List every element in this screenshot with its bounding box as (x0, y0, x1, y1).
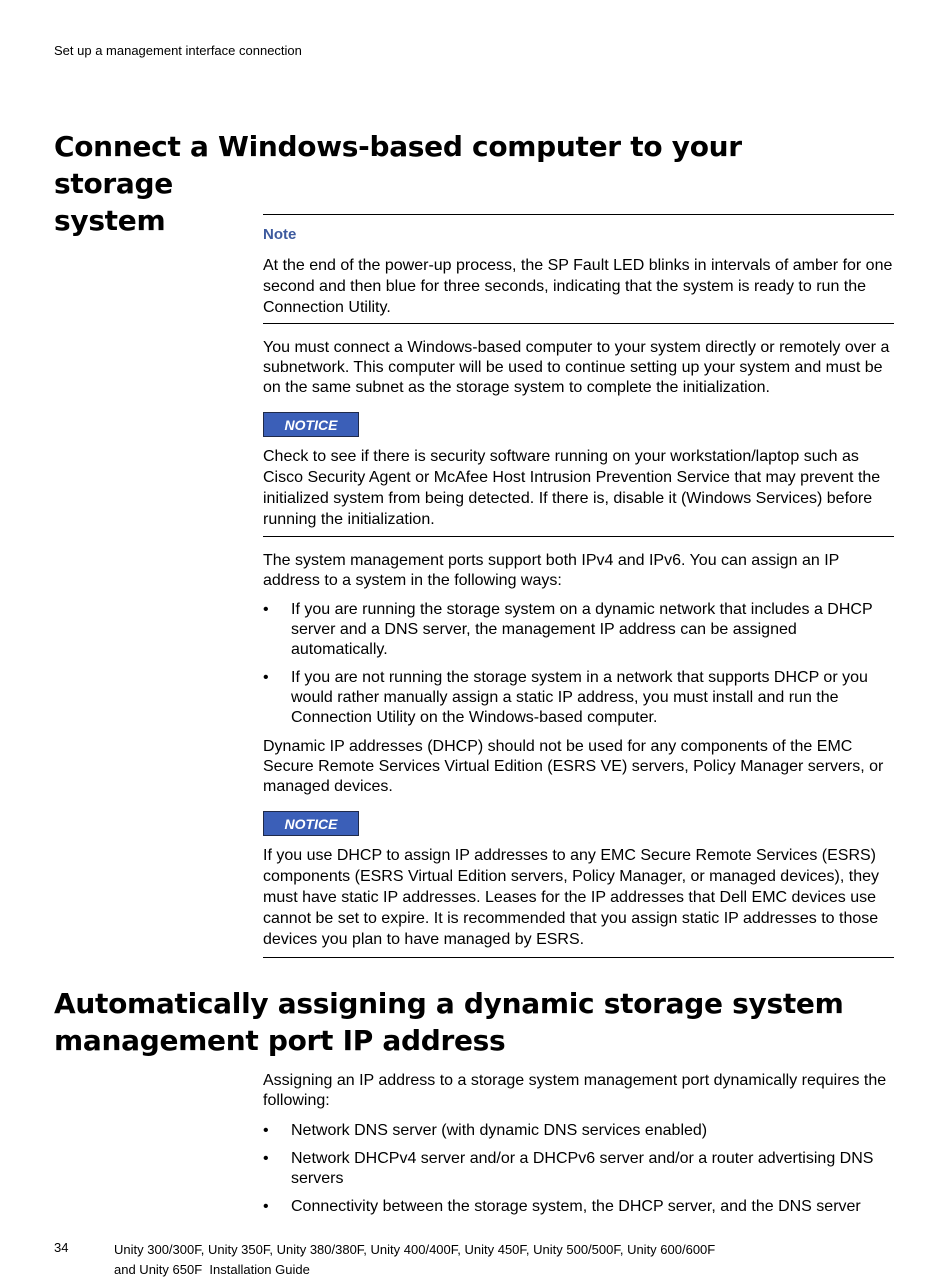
note-body (263, 255, 894, 318)
bullet-glyph: • (263, 1198, 269, 1215)
list-item-text: Network DNS server (with dynamic DNS services enabled) (291, 1122, 708, 1139)
section-heading-connect-windows (54, 128, 854, 239)
note-text: At the end of the power-up process, the SP Fault LED blinks in intervals of amber for one second and then blue for three seconds, indicating that the system is ready to run the Connection Utility. (263, 257, 893, 316)
notice-body (263, 845, 894, 950)
bullet-list (263, 1121, 894, 1217)
heading-line: system (54, 204, 166, 237)
footer-line: Unity 300/300F, Unity 350F, Unity 380/380F, Unity 400/400F, Unity 450F, Unity 500/500F, Unity 600/600F (114, 1242, 716, 1257)
list-item-text: If you are running the storage system on a dynamic network that includes a DHCP server and a DNS server, the management IP address can be assigned automatically. (291, 601, 873, 658)
notice-badge: NOTICE (263, 811, 359, 836)
paragraph (263, 1071, 894, 1111)
paragraph (263, 551, 894, 591)
list-item (263, 1149, 894, 1189)
notice-body (263, 446, 894, 530)
list-item (263, 1121, 894, 1141)
list-item-text: If you are not running the storage system in a network that supports DHCP or you would rather manually assign a static IP address, you must install and run the Connection Utility on the Windows-based computer. (291, 669, 868, 726)
list-item-text: Network DHCPv4 server and/or a DHCPv6 server and/or a router advertising DNS servers (291, 1150, 874, 1187)
notice-bottom-rule (263, 536, 894, 537)
note-label: Note (263, 226, 297, 243)
paragraph (263, 737, 894, 797)
heading-line: Connect a Windows-based computer to your storage (54, 130, 742, 200)
note-top-rule (263, 214, 894, 215)
page-number: 34 (54, 1240, 69, 1255)
paragraph-text: You must connect a Windows-based computer to your system directly or remotely over a subnetwork. This computer will be used to continue setting up your system and must be on the same subnet as the storage system to complete the initialization. (263, 339, 890, 396)
bullet-glyph: • (263, 1122, 269, 1139)
heading-line: Automatically assigning a dynamic storage system (54, 987, 844, 1020)
paragraph-text: Assigning an IP address to a storage system management port dynamically requires the following: (263, 1072, 887, 1109)
section-heading-auto-assign (54, 985, 854, 1059)
bullet-list (263, 600, 894, 728)
paragraph (263, 338, 894, 398)
bullet-glyph: • (263, 601, 269, 618)
heading-line: management port IP address (54, 1024, 506, 1057)
note-bottom-rule (263, 323, 894, 324)
paragraph-text: The system management ports support both IPv4 and IPv6. You can assign an IP address to a system in the following ways: (263, 552, 840, 589)
bullet-glyph: • (263, 1150, 269, 1167)
list-item (263, 1197, 894, 1217)
footer-line: and Unity 650F Installation Guide (114, 1262, 310, 1277)
notice-text: Check to see if there is security software running on your workstation/laptop such as Cisco Security Agent or McAfee Host Intrusion Prevention Service that may prevent the initialized system from being detected. If there is, disable it (Windows Services) before running the initialization. (263, 448, 881, 528)
list-item (263, 600, 894, 660)
paragraph-text: Dynamic IP addresses (DHCP) should not be used for any components of the EMC Secure Remote Services Virtual Edition (ESRS VE) servers, Policy Manager servers, or managed devices. (263, 738, 884, 795)
notice-badge: NOTICE (263, 412, 359, 437)
notice-text: If you use DHCP to assign IP addresses to any EMC Secure Remote Services (ESRS) components (ESRS Virtual Edition servers, Policy Manager, or managed devices), they must have static IP addresses. Leases for the IP addresses that Dell EMC devices use cannot be set to expire. It is recommended that you assign static IP addresses to those devices you plan to have managed by ESRS. (263, 847, 879, 948)
footer-doc-title (114, 1240, 834, 1280)
bullet-glyph: • (263, 669, 269, 686)
list-item (263, 668, 894, 728)
running-header: Set up a management interface connection (54, 43, 302, 58)
list-item-text: Connectivity between the storage system, the DHCP server, and the DNS server (291, 1198, 861, 1215)
notice-bottom-rule (263, 957, 894, 958)
